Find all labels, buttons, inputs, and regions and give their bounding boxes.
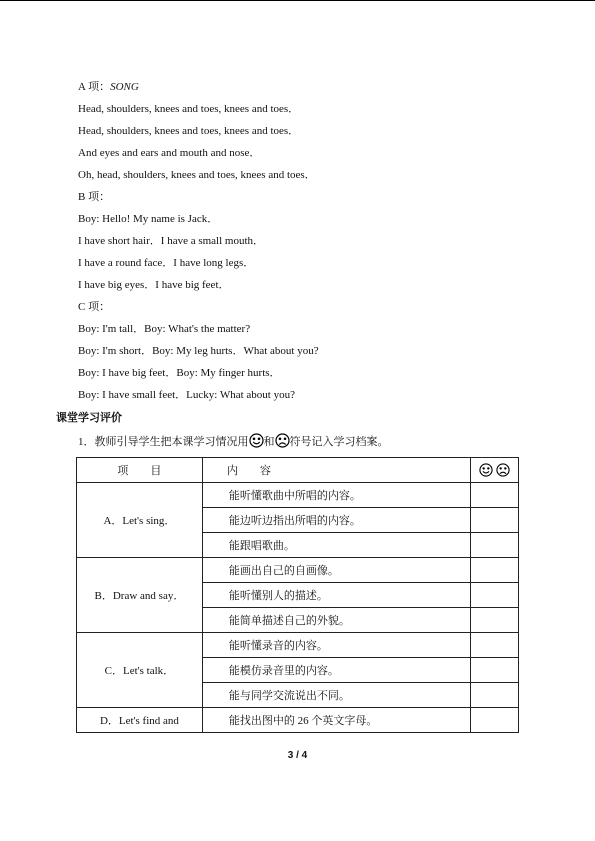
content-cell: 能听懂录音的内容。	[202, 633, 470, 658]
instruction-and: 和	[263, 436, 275, 448]
evaluation-heading: 课堂学习评价	[56, 411, 122, 424]
header-content: 内 容	[202, 458, 470, 483]
content-cell: 能简单描述自己的外貌。	[202, 608, 470, 633]
dialogue-line: I have a round face．I have long legs．	[78, 257, 255, 269]
instruction-text: 1．教师引导学生把本课学习情况用	[78, 436, 249, 448]
evaluation-table	[76, 457, 519, 733]
section-a-label-text: A 项：	[78, 81, 111, 93]
dialogue-line: Boy: I have big feet．Boy: My finger hurts．	[78, 367, 281, 379]
page-number: 3 / 4	[287, 750, 308, 761]
mark-cell[interactable]	[470, 633, 518, 658]
dialogue-line: Boy: I'm short．Boy: My leg hurts．What about you?	[78, 345, 319, 357]
content-cell: 能找出图中的 26 个英文字母。	[202, 708, 470, 733]
mark-cell[interactable]	[470, 608, 518, 633]
section-b-label: B 项：	[78, 191, 111, 203]
header-item: 项 目	[77, 458, 203, 483]
content-cell: 能边听边指出所唱的内容。	[202, 508, 470, 533]
mark-cell[interactable]	[470, 583, 518, 608]
mark-cell[interactable]	[470, 483, 518, 508]
top-rule	[0, 0, 595, 1]
item-cell: B．Draw and say．	[77, 558, 203, 633]
item-cell: A．Let's sing．	[77, 483, 203, 558]
frown-face-icon	[496, 464, 510, 476]
song-title: SONG	[110, 81, 139, 93]
item-cell: C．Let's talk．	[77, 633, 203, 708]
content-cell: 能听懂别人的描述。	[202, 583, 470, 608]
table-row	[77, 708, 519, 733]
song-line: Head, shoulders, knees and toes, knees and toes．	[78, 125, 300, 137]
smile-face-icon	[479, 464, 493, 476]
table-row	[77, 483, 519, 508]
mark-cell[interactable]	[470, 533, 518, 558]
content-cell: 能跟唱歌曲。	[202, 533, 470, 558]
instruction-text: 符号记入学习档案。	[289, 436, 389, 448]
dialogue-line: Boy: I have small feet．Lucky: What about you?	[78, 389, 295, 401]
dialogue-line: Boy: I'm tall．Boy: What's the matter?	[78, 323, 251, 335]
section-c-label: C 项：	[78, 301, 111, 313]
item-cell: D．Let's find and	[77, 708, 203, 733]
smile-face-icon	[249, 433, 264, 452]
mark-cell[interactable]	[470, 558, 518, 583]
dialogue-line: Boy: Hello! My name is Jack．	[78, 213, 219, 225]
mark-cell[interactable]	[470, 708, 518, 733]
mark-cell[interactable]	[470, 508, 518, 533]
mark-cell[interactable]	[470, 683, 518, 708]
content-cell: 能模仿录音里的内容。	[202, 658, 470, 683]
song-line: Head, shoulders, knees and toes, knees and toes．	[78, 103, 300, 115]
song-line: Oh, head, shoulders, knees and toes, knees and toes．	[78, 169, 316, 181]
dialogue-line: I have big eyes．I have big feet．	[78, 279, 230, 291]
mark-cell[interactable]	[470, 658, 518, 683]
content-cell: 能听懂歌曲中所唱的内容。	[202, 483, 470, 508]
dialogue-line: I have short hair．I have a small mouth．	[78, 235, 265, 247]
header-icons	[470, 458, 518, 483]
section-a-label	[78, 80, 139, 94]
song-line: And eyes and ears and mouth and nose．	[78, 147, 261, 159]
evaluation-instruction	[78, 433, 389, 452]
content-cell: 能与同学交流说出不同。	[202, 683, 470, 708]
frown-face-icon	[275, 433, 290, 452]
table-row	[77, 558, 519, 583]
content-cell: 能画出自己的自画像。	[202, 558, 470, 583]
table-header-row	[77, 458, 519, 483]
table-row	[77, 633, 519, 658]
